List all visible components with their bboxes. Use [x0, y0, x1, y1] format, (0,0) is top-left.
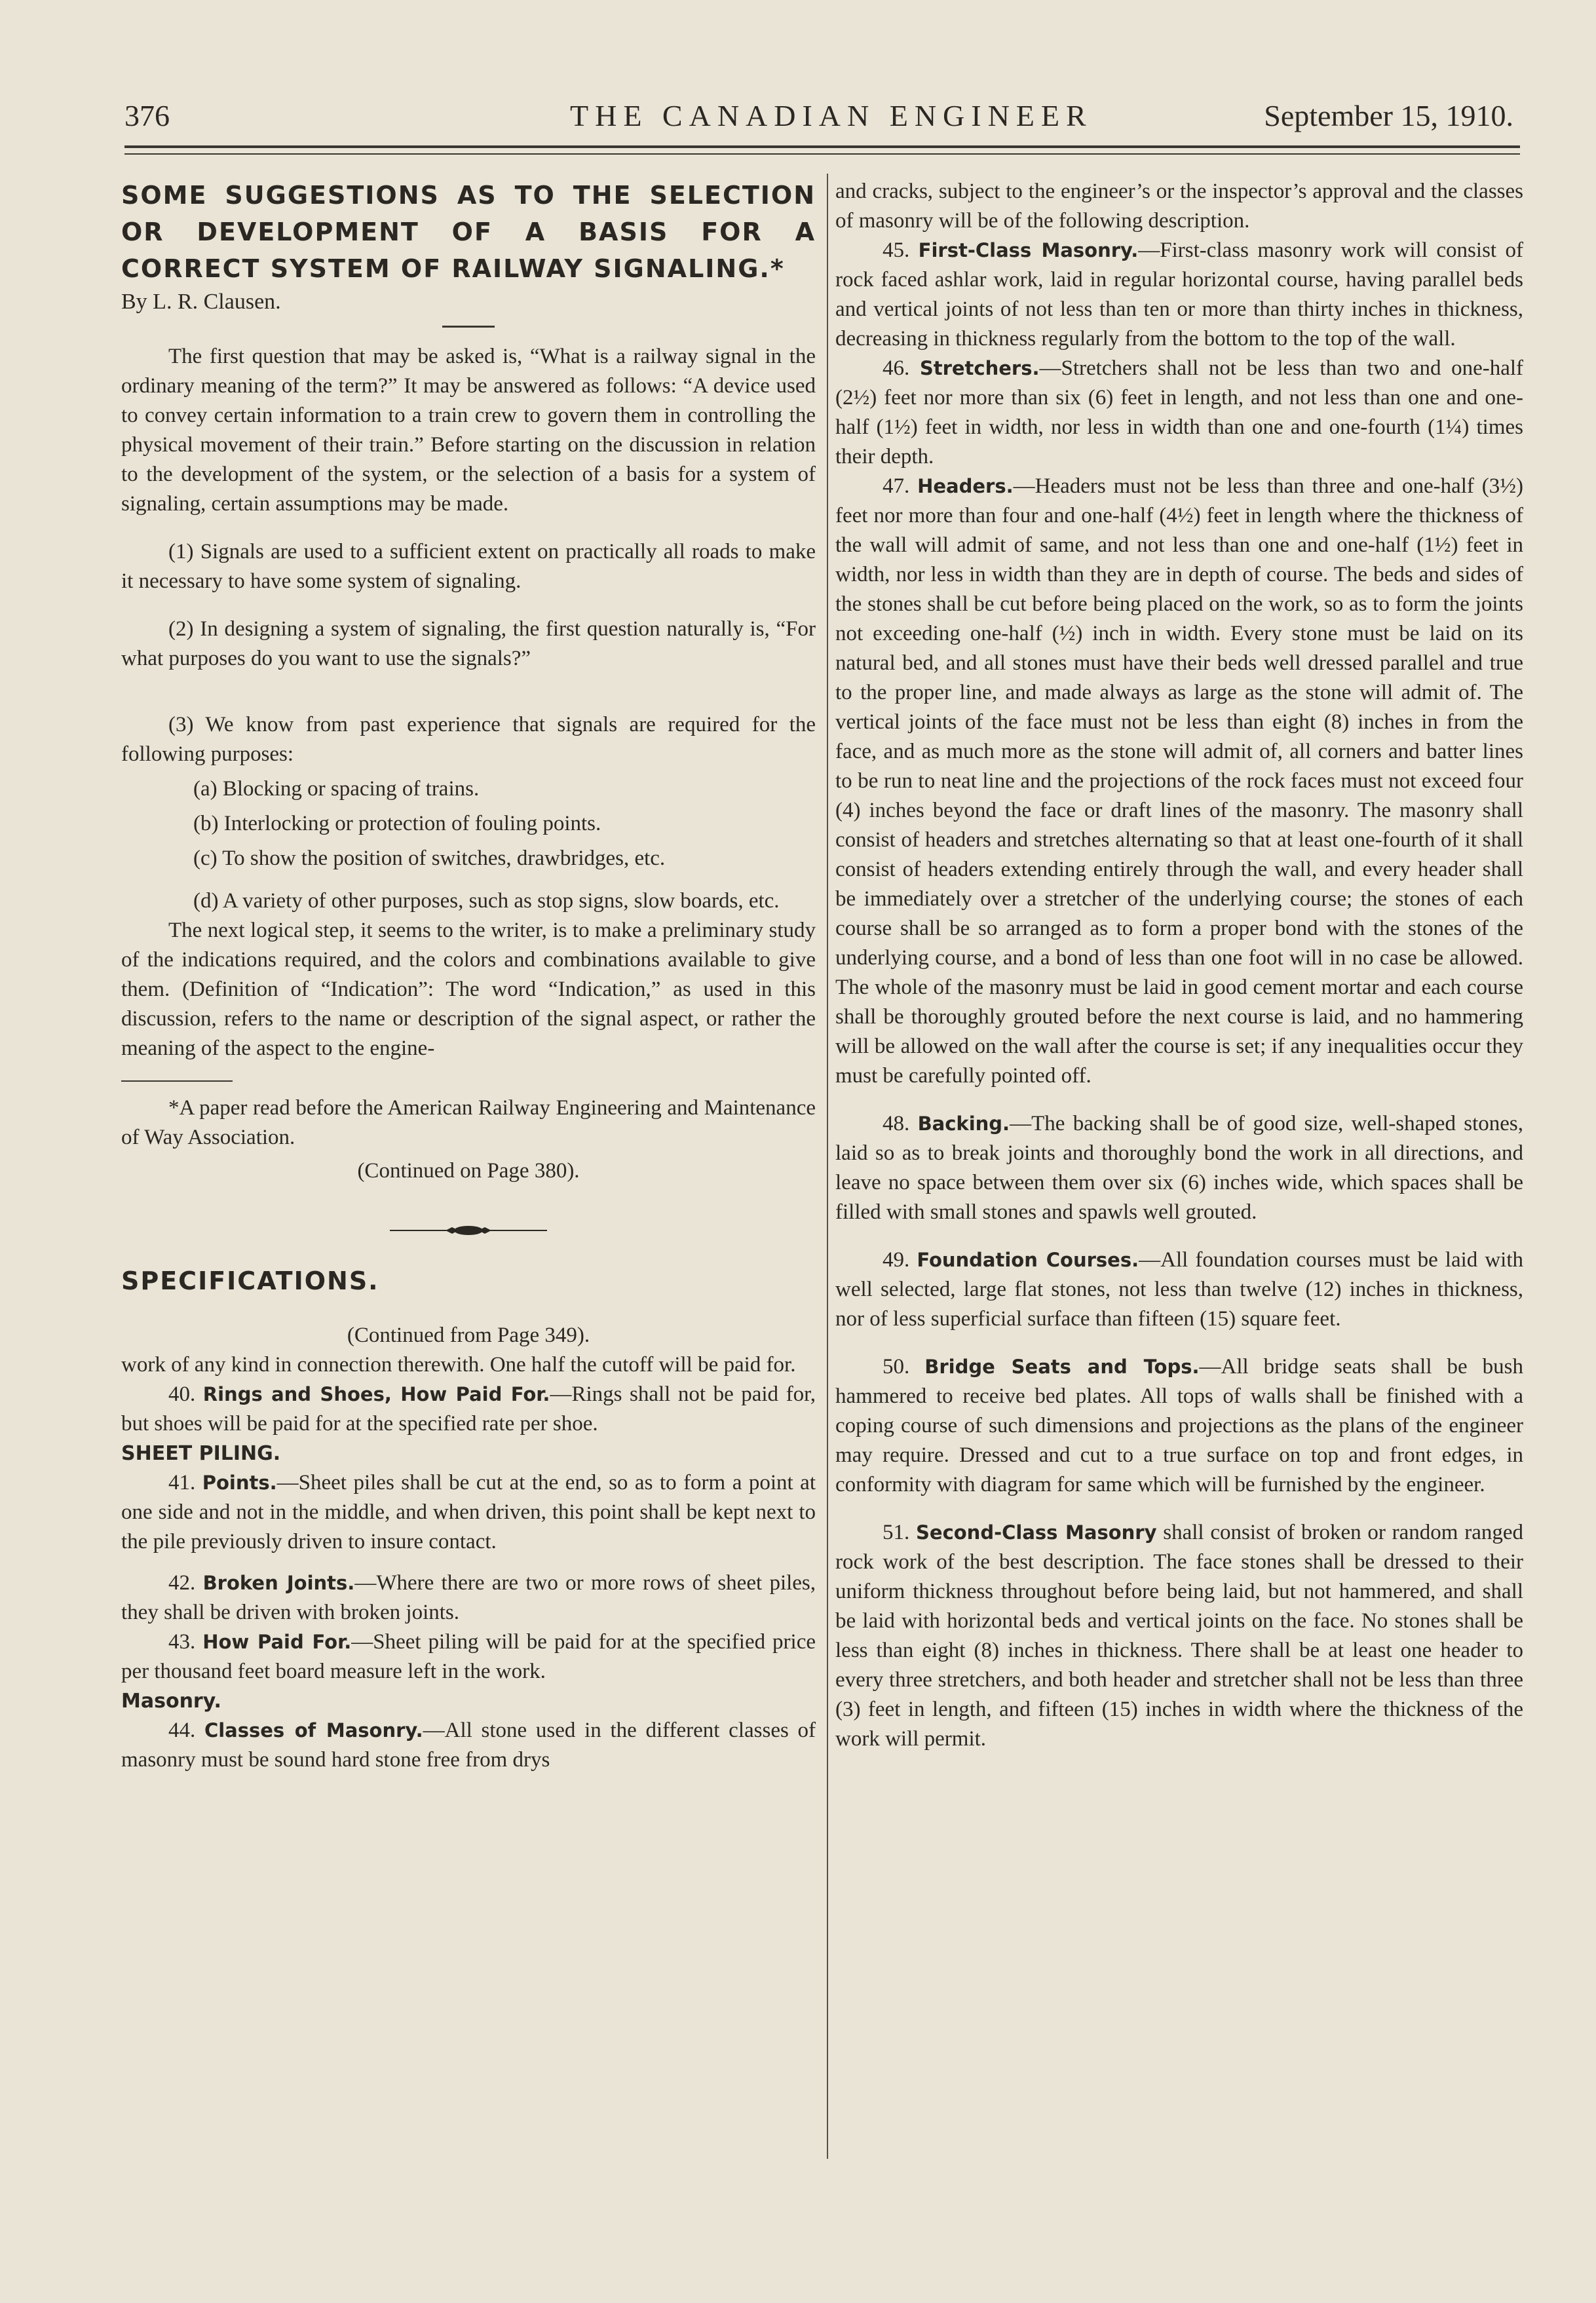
- spec-para-51: 51. Second-Class Masonry shall consist of broken or random ranged rock work of the best description. The face stones shall be dressed to their uniform thickness throughout before being laid, but not hammered, and shall be laid with horizontal beds and vertical joints on the face. No stones shall be less than eight (8) inches in thickness. There shall be at least one header to every three stretchers, and both header and stretcher shall not be less than three (3) feet in length, and fifteen (15) inches in width where the thickness of the work will permit.: [835, 1521, 1524, 1751]
- spec-para-42: 42. Broken Joints.—Where there are two or more rows of sheet piles, they shall be driven with broken joints.: [121, 1571, 816, 1624]
- byline-rule: [442, 326, 495, 328]
- spec-para-46: 46. Stretchers.—Stretchers shall not be less than two and one-half (2½) feet nor more than six (6) feet in length, and not less than one and one-half (1½) feet in width, nor less in width than one and one-fourth (1¼) times their depth.: [835, 356, 1524, 468]
- continued-from: (Continued from Page 349).: [347, 1323, 590, 1347]
- specifications-heading: SPECIFICATIONS.: [121, 1266, 379, 1295]
- journal-title: THE CANADIAN ENGINEER: [570, 99, 1093, 132]
- spec-para-44: 44. Classes of Masonry.—All stone used in the different classes of masonry must be sound hard stone free from drys: [121, 1719, 816, 1772]
- assumption-1: (1) Signals are used to a sufficient extent on practically all roads to make it necessary to have some system of signaling.: [121, 540, 816, 593]
- footnote-rule: [121, 1080, 233, 1082]
- article-next-step: The next logical step, it seems to the writer, is to make a preliminary study of the indications required, and the colors and combinations available to give them. (Definition of “Indication”: The word “Indication,” as used in this discussion, refers to the name or description of the signal aspect, or rather the meaning of the aspect to the engine-: [121, 919, 816, 1060]
- continued-note: (Continued on Page 380).: [357, 1159, 580, 1183]
- spec-carryover: work of any kind in connection therewith. One half the cutoff will be paid for.: [121, 1353, 796, 1377]
- ornament-icon: [390, 1224, 547, 1237]
- purpose-item: (d) A variety of other purposes, such as stop signs, slow boards, etc.: [193, 889, 780, 913]
- header-rule-thin: [124, 153, 1520, 155]
- header-rule-thick: [124, 145, 1520, 148]
- left-column: [121, 177, 816, 1775]
- sheet-piling-heading: SHEET PILING.: [121, 1442, 281, 1465]
- right-column: [835, 177, 1523, 1754]
- column-divider: [827, 174, 828, 2159]
- spec-para-50: 50. Bridge Seats and Tops.—All bridge seats shall be bush hammered to receive bed plates. All tops of walls shall be finished with a coping course of such dimensions and projections as the plans of the engineer may require. Dressed and cut to a true surface on top and front edges, in conformity with diagram for same which will be furnished by the engineer.: [835, 1355, 1524, 1496]
- spec-para-49: 49. Foundation Courses.—All foundation courses must be laid with well selected, large flat stones, not less than twelve (12) inches in thickness, nor of less superficial surface than fifteen (15) square feet.: [835, 1248, 1524, 1331]
- spec-para-45: 45. First-Class Masonry.—First-class masonry work will consist of rock faced ashlar work, laid in regular horizontal course, having parallel beds and vertical joints of not less than ten or more than thirty inches in thickness, decreasing in thickness regularly from the bottom to the top of the wall.: [835, 238, 1523, 351]
- page-number: 376: [124, 99, 170, 132]
- masonry-heading: Masonry.: [121, 1690, 221, 1713]
- article-intro: The first question that may be asked is, “What is a railway signal in the ordinary meaning of the term?” It may be answered as follows: “A device used to convey certain information to a train crew to govern them in controlling the physical movement of their train.” Before starting on the discussion in relation to the development of the system, or the selection of a basis for a system of signaling, certain assumptions may be made.: [121, 345, 816, 516]
- page-header: [124, 98, 1527, 138]
- right-carryover: and cracks, subject to the engineer’s or the inspector’s approval and the classes of masonry will be of the following description.: [835, 180, 1523, 233]
- purpose-item: (a) Blocking or spacing of trains.: [193, 777, 480, 801]
- assumption-3: (3) We know from past experience that signals are required for the following purposes:: [121, 713, 816, 766]
- issue-date: September 15, 1910.: [1264, 99, 1513, 132]
- spec-para-41: 41. Points.—Sheet piles shall be cut at the end, so as to form a point at one side and not in the middle, and when driven, this point shall be kept next to the pile previously driven to insure contact.: [121, 1471, 816, 1553]
- article-footnote: *A paper read before the American Railway Engineering and Maintenance of Way Association.: [121, 1096, 816, 1149]
- assumption-2: (2) In designing a system of signaling, the first question naturally is, “For what purposes do you want to use the signals?”: [121, 617, 816, 670]
- spec-para-48: 48. Backing.—The backing shall be of good size, well-shaped stones, laid so as to break joints and thoroughly bond the work in all directions, and leave no space between them over six (6) inches wide, which spaces shall be filled with small stones and spawls well grouted.: [835, 1112, 1523, 1224]
- spec-para-47: 47. Headers.—Headers must not be less than three and one-half (3½) feet nor more than four and one-half (4½) feet in length where the thickness of the wall will admit of same, and not less than one and one-half (1½) feet in width, nor less in width than they are in depth of course. The beds and sides of the stones shall be cut before being placed on the work, so as to form the joints not exceeding one-half (½) inch in width. Every stone must be laid on its natural bed, and all stones must have their beds well dressed parallel and true to the proper line, and made always as large as the stone will admit of. The vertical joints of the face must not be less than eight (8) inches in from the face, and as much more as the stone will admit of, all corners and batter lines to be run to neat line and the projections of the rock faces must not exceed four (4) inches beyond the face or draft lines of the masonry. The masonry shall consist of headers and stretches alternating so that at least one-fourth of it shall consist of headers extending entirely through the wall, and every header shall be immediately over a stretcher of the underlying course; the stones of each course shall be so arranged as to form a proper bond with the stones of the underlying course, and a bond of less than one foot will in no case be allowed. The whole of the masonry must be laid in good cement mortar and each course shall be thoroughly grouted before the next course is laid, and no hammering will be allowed on the wall after the course is set; if any inequalities occur they must be carefully pointed off.: [835, 474, 1523, 1088]
- article-title: SOME SUGGESTIONS AS TO THE SELECTION OR DEVELOPMENT OF A BASIS FOR A CORRECT SYSTEM OF RAILWAY SIGNALING.*: [121, 181, 816, 283]
- spec-para-43: 43. How Paid For.—Sheet piling will be paid for at the specified price per thousand feet board measure left in the work.: [121, 1630, 816, 1683]
- article-byline: By L. R. Clausen.: [121, 290, 281, 314]
- purpose-item: (c) To show the position of switches, drawbridges, etc.: [193, 847, 666, 870]
- purpose-item: (b) Interlocking or protection of fouling points.: [193, 812, 601, 835]
- ornament-divider: [121, 1216, 816, 1246]
- spec-para-40: 40. Rings and Shoes, How Paid For.—Rings shall not be paid for, but shoes will be paid for at the specified rate per shoe.: [121, 1382, 816, 1436]
